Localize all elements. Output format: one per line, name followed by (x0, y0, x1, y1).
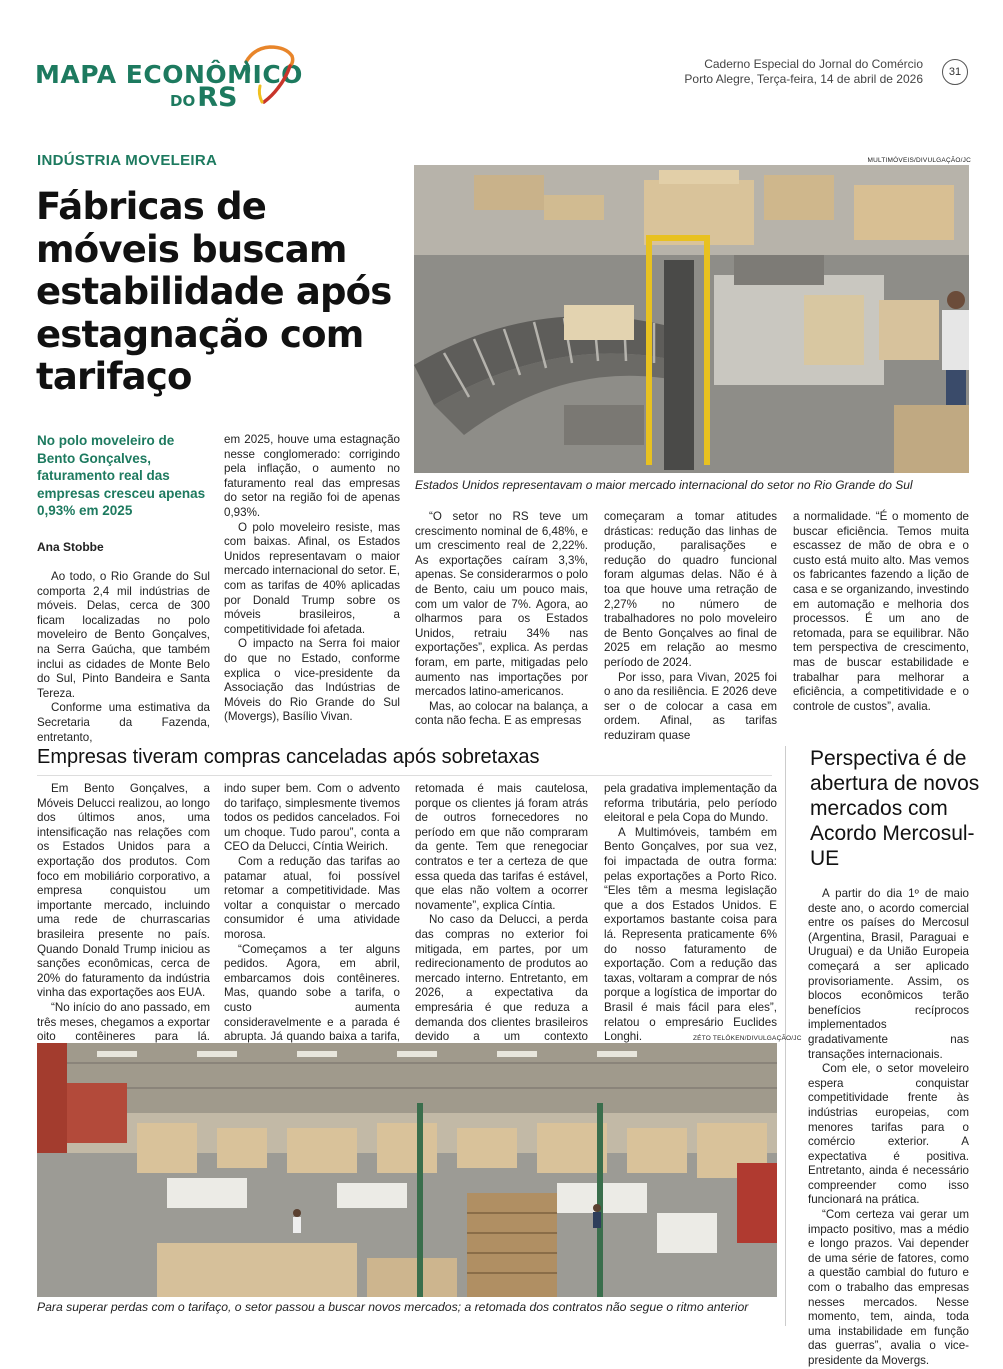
sidebar-column (808, 887, 969, 1369)
paragraph: Em Bento Gonçalves, a Móveis Delucci realizou, ao longo dos últimos anos, uma intensificação nas relações com os Estados Unidos para a exportação dos produtos. Com foco em mobiliário corporativo, a empresa conquistou um importante mercado, incluindo uma rede de churrascarias brasileira presente no país. Quando Donald Trump iniciou as sanções econômicas, cerca de 20% do faturamento da indústria vinha das exportações aos EUA. (37, 782, 210, 1000)
paragraph: Conforme uma estimativa da Secretaria da Fazenda, entretanto, (37, 701, 210, 744)
photo-credit: ZÉTO TELÖKEN/DIVULGAÇÃO/JC (693, 1035, 802, 1042)
paragraph: retomada é mais cautelosa, porque os clientes já foram atrás de outros fornecedores no período em que não compraram da gente. Tem que renegociar contratos e ter a certeza de que essa queda das tarifas é estável, que elas não voltem a ocorrer novamente”, explica Cíntia. (415, 782, 588, 912)
article-column-3 (415, 510, 588, 729)
section-kicker: INDÚSTRIA MOVELEIRA (37, 152, 218, 169)
paragraph: “O setor no RS teve um crescimento nominal de 6,48%, e um crescimento real de 2,22%. As exportações caíram 3,3%, apenas. Se considerarmos o polo de Bento, caiu um pouco mais, com um valor de 7%. Agora, ao olharmos para os Estados Unidos, retraiu 34% nas exportações”, explica. As perdas foram, em parte, mitigadas pelo aumento nas importações por mercados latino-americanos. (415, 510, 588, 699)
paragraph: A Multimóveis, também em Bento Gonçalves, por sua vez, foi impactada de outra forma: pelas exportações a Porto Rico. “Eles têm a mesma legislação que a dos Estados Unidos. E exportamos bastante coisa para lá. Representa praticamente 6% do nosso faturamento de exportação. Com a redução das taxas, voltaram a comprar de nós porque a logística de importar do Brasil é mais fácil para eles”, relatou o empresário Euclides Longhi. (604, 825, 777, 1044)
subsection-column-1 (37, 782, 210, 1059)
article-column-1 (37, 570, 210, 745)
logo-subtitle (170, 82, 237, 113)
header-dateline: Porto Alegre, Terça-feira, 14 de abril de 2026 (684, 72, 923, 86)
paragraph: Ao todo, o Rio Grande do Sul comporta 2,4 mil indústrias de móveis. Delas, cerca de 300 ficam localizadas no polo moveleiro de Bento Gonçalves, na Serra Gaúcha, que também inclui as cidades de Monte Belo do Sul, Pinto Bandeira e Santa Tereza. (37, 570, 210, 700)
paragraph: começaram a tomar atitudes drásticas: redução das linhas de produção, paralisações e redução do quadro funcional foram algumas delas. Não é à toa que houve uma retração de 2,27% no número de trabalhadores no polo moveleiro de Bento Gonçalves ao final de 2025 em relação ao mesmo período de 2024. (604, 510, 777, 669)
divider (37, 775, 772, 776)
factory-conveyor-photo (414, 165, 969, 473)
article-column-4 (604, 510, 777, 744)
sidebar-title: Perspectiva é de abertura de novos mercados com Acordo Mercosul-UE (810, 747, 980, 870)
photo-caption: Para superar perdas com o tarifaço, o setor passou a buscar novos mercados; a retomada dos contratos não segue o ritmo anterior (37, 1300, 749, 1314)
factory-floor-photo (37, 1043, 777, 1297)
subsection-column-3 (415, 782, 588, 1059)
logo-title: MAPA ECONÔMICO (35, 60, 303, 89)
page-number: 31 (942, 59, 968, 85)
paragraph: O polo moveleiro resiste, mas com baixas. Afinal, os Estados Unidos representavam o maior mercado internacional do setor. E, com as tarifas de 40% aplicadas por Donald Trump sobre os móveis brasileiros, a competitividade foi afetada. (224, 520, 400, 636)
article-column-2 (224, 433, 400, 725)
paragraph: Com a redução das tarifas ao patamar atual, foi possível retomar a competitividade. Mas voltar a conquistar o mercado consumidor é uma atividade morosa. (224, 854, 400, 941)
paragraph: a normalidade. “É o momento de buscar eficiência. Temos muita escassez de mão de obra e o custo está muito alto. Mas vemos os fabricantes fazendo a lição de casa e se organizando, investindo em automação e melhoria dos processos. É um ano de retomada, para se equilibrar. Não tem perspectiva de crescimento, mas de buscar estabilidade e trabalhar para melhorar a eficiência, a competitividade e o controle de custos”, avalia. (793, 510, 969, 713)
paragraph: em 2025, houve uma estagnação nesse conglomerado: corrigindo pela inflação, o aumento no faturamento real das empresas do setor na região foi de apenas 0,93%. (224, 433, 400, 519)
rs-map-logo-icon (240, 44, 300, 106)
paragraph: indo super bem. Com o advento do tarifaço, simplesmente tivemos todos os pedidos cancelados. Foi um choque. Tudo parou”, conta a CEO da Delucci, Cíntia Weirich. (224, 782, 400, 854)
paragraph: Por isso, para Vivan, 2025 foi o ano da resiliência. E 2026 deve ser o de colocar a casa em ordem. Afinal, as tarifas reduziram quase (604, 670, 777, 742)
paragraph: “Começamos a ter alguns pedidos. Agora, em abril, embarcamos dois contêineres. Mas, quando sobe a tarifa, o custo aumenta consideravelmente e a parada é abrupta. Já quando baixa a tarifa, (224, 942, 400, 1044)
header-info (684, 57, 923, 87)
logo-do: DO (170, 92, 196, 110)
subsection-column-2 (224, 782, 400, 1059)
photo-credit: MULTIMÓVEIS/DIVULGAÇÃO/JC (867, 157, 971, 164)
byline: Ana Stobbe (37, 540, 104, 554)
paragraph: “No início do ano passado, em três meses, chegamos a exportar oito contêineres para lá. (37, 1000, 210, 1044)
paragraph: “Com certeza vai gerar um impacto positivo, mas a médio e longo prazos. Vai depender de uma série de fatores, como a questão cambial do futuro e com o trabalho das empresas nesses mercados. Nesse momento, tem, ainda, toda uma instabilidade em função das guerras”, avalia o vice-presidente da Movergs. (808, 1208, 969, 1367)
photo-caption: Estados Unidos representavam o maior mercado internacional do setor no Rio Grande do Sul (415, 478, 913, 492)
paragraph: Com ele, o setor moveleiro espera conquistar competitividade frente às indústrias europeias, com menores tarifas para o comércio exterior. A expectativa é positiva. Entretanto, ainda é necessário compreender como isso funcionará na prática. (808, 1062, 969, 1207)
deck: No polo moveleiro de Bento Gonçalves, faturamento real das empresas cresceu apenas 0,93% em 2025 (37, 433, 206, 518)
header-publication: Caderno Especial do Jornal do Comércio (704, 57, 923, 71)
paragraph: O impacto na Serra foi maior do que no Estado, conforme explica o vice-presidente da Associação das Indústrias de Móveis do Rio Grande do Sul (Movergs), Basílio Vivan. (224, 637, 400, 724)
paragraph: A partir do dia 1º de maio deste ano, o acordo comercial entre os países do Mercosul (Argentina, Brasil, Paraguai e Uruguai) e da União Europeia começará a ser aplicado provisoriamente. Assim, os blocos econômicos terão benefícios recíprocos implementados gradativamente nas transações internacionais. (808, 887, 969, 1061)
paragraph: No caso da Delucci, a perda das compras no exterior foi mitigada, em partes, por um redirecionamento de produtos ao mercado interno. Entretanto, em 2026, a expectativa da empresária é que reduza a demanda dos clientes brasileiros devido a um contexto (415, 913, 588, 1044)
logo-rs: RS (197, 82, 238, 113)
subsection-column-4 (604, 782, 777, 1045)
subsection-title: Empresas tiveram compras canceladas após sobretaxas (37, 746, 540, 768)
article-column-5 (793, 510, 969, 714)
paragraph: Mas, ao colocar na balança, a conta não fecha. E as empresas (415, 699, 588, 728)
headline: Fábricas de móveis buscam estabilidade após estagnação com tarifaço (36, 185, 392, 398)
paragraph: pela gradativa implementação da reforma tributária, pelo período eleitoral e pela Copa do Mundo. (604, 782, 777, 825)
